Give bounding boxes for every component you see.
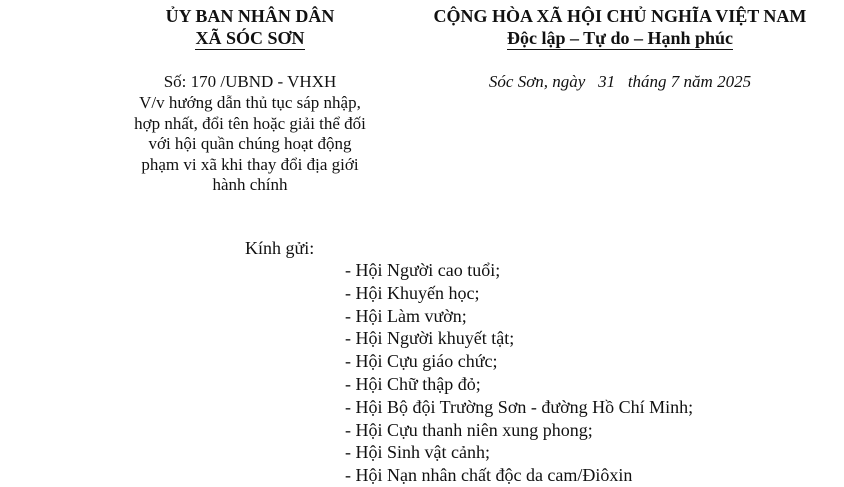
recipient-item: - Hội Người cao tuổi; [345, 260, 501, 280]
recipient-item: - Hội Bộ đội Trường Sơn - đường Hồ Chí Minh; [345, 396, 694, 417]
recipient-item: - Hội Làm vườn; [345, 305, 467, 326]
national-motto: Độc lập – Tự do – Hạnh phúc [506, 28, 734, 48]
document-number: Số: 170 /UBND - VHXH [163, 72, 337, 91]
recipient-item: - Hội Chữ thập đỏ; [345, 373, 481, 394]
recipient-item: - Hội Nạn nhân chất độc da cam/Điôxin [345, 465, 633, 486]
subject-line: hành chính [212, 175, 288, 194]
recipient-item: - Hội Cựu thanh niên xung phong; [345, 419, 593, 440]
recipient-item: - Hội Khuyến học; [345, 282, 480, 303]
recipient-item: - Hội Sinh vật cảnh; [345, 442, 490, 463]
organization-name: XÃ SÓC SƠN [195, 28, 305, 48]
subject-line: phạm vi xã khi thay đổi địa giới [141, 154, 359, 174]
recipient-item: - Hội Người khuyết tật; [345, 328, 515, 349]
subject-line: với hội quần chúng hoạt động [148, 134, 352, 153]
recipient-item: - Hội Cựu giáo chức; [345, 351, 498, 372]
subject-line: hợp nhất, đổi tên hoặc giải thể đối [134, 113, 366, 133]
subject-line: V/v hướng dẫn thủ tục sáp nhập, [139, 93, 361, 112]
recipients-list [345, 259, 693, 487]
document-subject [110, 93, 390, 196]
place-and-date: Sóc Sơn, ngày 31 tháng 7 năm 2025 [488, 72, 752, 91]
nation-title: CỘNG HÒA XÃ HỘI CHỦ NGHĨA VIỆT NAM [433, 6, 807, 26]
issuing-authority-block [100, 5, 400, 196]
national-header-block [400, 5, 840, 92]
parent-organization: ỦY BAN NHÂN DÂN [165, 6, 335, 26]
recipients-label: Kính gửi: [245, 238, 315, 258]
